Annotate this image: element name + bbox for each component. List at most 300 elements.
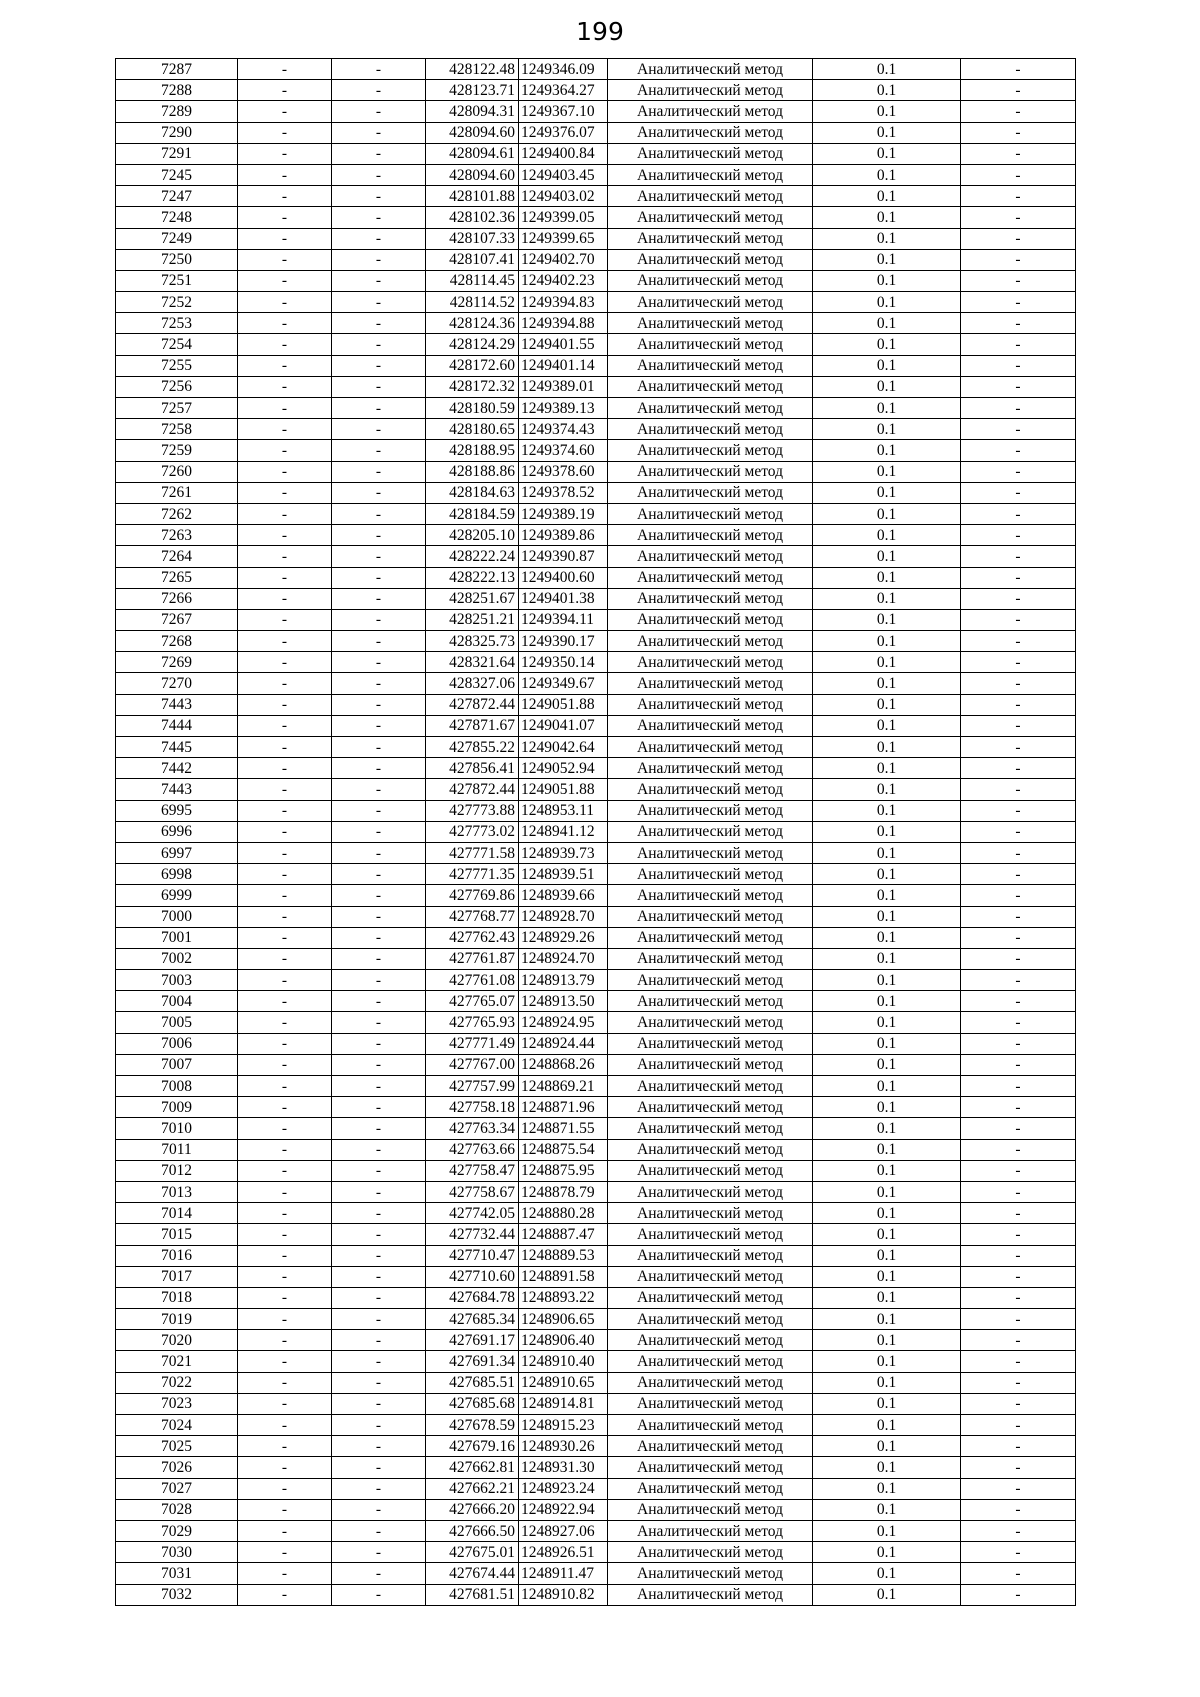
table-row [116, 1584, 1076, 1605]
cell-empty: - [332, 1563, 426, 1584]
table-row [116, 1415, 1076, 1436]
table-row [116, 1203, 1076, 1224]
table-row [116, 567, 1076, 588]
cell-point-number: 7017 [116, 1266, 238, 1287]
cell-empty: - [961, 398, 1076, 419]
cell-x-coordinate: 427761.08 [426, 970, 519, 991]
table-row [116, 652, 1076, 673]
cell-accuracy: 0.1 [813, 1457, 961, 1478]
table-row [116, 609, 1076, 630]
cell-empty: - [238, 334, 332, 355]
cell-y-coordinate: 1248939.66 [519, 885, 608, 906]
cell-empty: - [238, 1393, 332, 1414]
table-row [116, 186, 1076, 207]
cell-empty: - [238, 1203, 332, 1224]
table-row [116, 1351, 1076, 1372]
cell-x-coordinate: 427761.87 [426, 948, 519, 969]
cell-point-number: 7245 [116, 164, 238, 185]
cell-x-coordinate: 428205.10 [426, 525, 519, 546]
table-row [116, 800, 1076, 821]
cell-x-coordinate: 427685.34 [426, 1309, 519, 1330]
cell-method: Аналитический метод [608, 1309, 813, 1330]
cell-y-coordinate: 1248906.40 [519, 1330, 608, 1351]
cell-empty: - [332, 419, 426, 440]
cell-empty: - [238, 991, 332, 1012]
cell-empty: - [238, 864, 332, 885]
cell-x-coordinate: 428114.52 [426, 292, 519, 313]
cell-method: Аналитический метод [608, 1033, 813, 1054]
cell-empty: - [961, 1542, 1076, 1563]
cell-empty: - [961, 164, 1076, 185]
cell-point-number: 7028 [116, 1499, 238, 1520]
cell-accuracy: 0.1 [813, 461, 961, 482]
cell-empty: - [332, 1372, 426, 1393]
cell-point-number: 7289 [116, 101, 238, 122]
cell-x-coordinate: 428094.31 [426, 101, 519, 122]
cell-empty: - [961, 737, 1076, 758]
cell-y-coordinate: 1249402.23 [519, 270, 608, 291]
cell-method: Аналитический метод [608, 164, 813, 185]
table-row [116, 1436, 1076, 1457]
cell-empty: - [332, 800, 426, 821]
cell-empty: - [238, 906, 332, 927]
cell-point-number: 7021 [116, 1351, 238, 1372]
cell-empty: - [961, 1224, 1076, 1245]
cell-method: Аналитический метод [608, 101, 813, 122]
cell-empty: - [238, 1563, 332, 1584]
cell-empty: - [238, 588, 332, 609]
cell-x-coordinate: 427769.86 [426, 885, 519, 906]
cell-empty: - [332, 59, 426, 80]
table-row [116, 821, 1076, 842]
cell-empty: - [961, 588, 1076, 609]
cell-point-number: 7026 [116, 1457, 238, 1478]
cell-accuracy: 0.1 [813, 1054, 961, 1075]
cell-point-number: 7251 [116, 270, 238, 291]
cell-y-coordinate: 1249394.11 [519, 609, 608, 630]
cell-accuracy: 0.1 [813, 1224, 961, 1245]
cell-method: Аналитический метод [608, 673, 813, 694]
cell-empty: - [238, 1245, 332, 1266]
cell-empty: - [332, 1118, 426, 1139]
table-row [116, 503, 1076, 524]
cell-point-number: 7025 [116, 1436, 238, 1457]
cell-empty: - [332, 673, 426, 694]
cell-y-coordinate: 1249042.64 [519, 737, 608, 758]
cell-y-coordinate: 1249376.07 [519, 122, 608, 143]
cell-empty: - [238, 419, 332, 440]
cell-empty: - [238, 927, 332, 948]
cell-empty: - [332, 1266, 426, 1287]
cell-method: Аналитический метод [608, 1076, 813, 1097]
cell-y-coordinate: 1248878.79 [519, 1181, 608, 1202]
cell-method: Аналитический метод [608, 1330, 813, 1351]
cell-y-coordinate: 1249390.87 [519, 546, 608, 567]
cell-empty: - [961, 207, 1076, 228]
cell-accuracy: 0.1 [813, 885, 961, 906]
cell-accuracy: 0.1 [813, 80, 961, 101]
cell-empty: - [332, 1542, 426, 1563]
cell-empty: - [332, 991, 426, 1012]
table-row [116, 143, 1076, 164]
cell-y-coordinate: 1249401.38 [519, 588, 608, 609]
cell-empty: - [332, 461, 426, 482]
cell-empty: - [332, 1076, 426, 1097]
cell-point-number: 7266 [116, 588, 238, 609]
table-row [116, 1118, 1076, 1139]
cell-x-coordinate: 427768.77 [426, 906, 519, 927]
cell-empty: - [961, 376, 1076, 397]
cell-empty: - [332, 906, 426, 927]
cell-empty: - [332, 864, 426, 885]
cell-y-coordinate: 1248923.24 [519, 1478, 608, 1499]
cell-empty: - [332, 927, 426, 948]
cell-method: Аналитический метод [608, 758, 813, 779]
cell-accuracy: 0.1 [813, 270, 961, 291]
cell-accuracy: 0.1 [813, 1033, 961, 1054]
cell-method: Аналитический метод [608, 440, 813, 461]
cell-method: Аналитический метод [608, 1415, 813, 1436]
cell-y-coordinate: 1248868.26 [519, 1054, 608, 1075]
cell-accuracy: 0.1 [813, 228, 961, 249]
cell-x-coordinate: 427763.66 [426, 1139, 519, 1160]
cell-x-coordinate: 427674.44 [426, 1563, 519, 1584]
cell-x-coordinate: 427742.05 [426, 1203, 519, 1224]
cell-y-coordinate: 1249041.07 [519, 715, 608, 736]
cell-empty: - [961, 334, 1076, 355]
cell-accuracy: 0.1 [813, 186, 961, 207]
table-row [116, 906, 1076, 927]
cell-accuracy: 0.1 [813, 1203, 961, 1224]
cell-method: Аналитический метод [608, 398, 813, 419]
cell-empty: - [238, 503, 332, 524]
table-row [116, 694, 1076, 715]
table-row [116, 228, 1076, 249]
cell-method: Аналитический метод [608, 355, 813, 376]
cell-y-coordinate: 1248914.81 [519, 1393, 608, 1414]
cell-empty: - [332, 376, 426, 397]
cell-accuracy: 0.1 [813, 991, 961, 1012]
cell-x-coordinate: 427710.47 [426, 1245, 519, 1266]
cell-accuracy: 0.1 [813, 1415, 961, 1436]
cell-empty: - [238, 1309, 332, 1330]
cell-x-coordinate: 428222.24 [426, 546, 519, 567]
cell-method: Аналитический метод [608, 461, 813, 482]
cell-empty: - [961, 80, 1076, 101]
cell-method: Аналитический метод [608, 1457, 813, 1478]
cell-y-coordinate: 1248939.51 [519, 864, 608, 885]
cell-accuracy: 0.1 [813, 1181, 961, 1202]
cell-x-coordinate: 427662.81 [426, 1457, 519, 1478]
cell-accuracy: 0.1 [813, 1520, 961, 1541]
cell-accuracy: 0.1 [813, 1393, 961, 1414]
cell-x-coordinate: 427872.44 [426, 694, 519, 715]
cell-method: Аналитический метод [608, 1499, 813, 1520]
table-row [116, 1160, 1076, 1181]
cell-method: Аналитический метод [608, 313, 813, 334]
cell-empty: - [238, 1097, 332, 1118]
cell-x-coordinate: 428094.60 [426, 164, 519, 185]
table-row [116, 588, 1076, 609]
cell-empty: - [961, 292, 1076, 313]
cell-point-number: 6998 [116, 864, 238, 885]
cell-empty: - [961, 1478, 1076, 1499]
cell-empty: - [961, 143, 1076, 164]
cell-empty: - [238, 1054, 332, 1075]
cell-empty: - [332, 1584, 426, 1605]
cell-empty: - [961, 1033, 1076, 1054]
cell-empty: - [238, 1181, 332, 1202]
cell-empty: - [961, 567, 1076, 588]
cell-accuracy: 0.1 [813, 567, 961, 588]
cell-empty: - [961, 821, 1076, 842]
cell-accuracy: 0.1 [813, 758, 961, 779]
cell-empty: - [332, 1139, 426, 1160]
cell-point-number: 7014 [116, 1203, 238, 1224]
cell-empty: - [961, 122, 1076, 143]
table-row [116, 461, 1076, 482]
cell-y-coordinate: 1249401.55 [519, 334, 608, 355]
cell-accuracy: 0.1 [813, 906, 961, 927]
table-row [116, 1139, 1076, 1160]
cell-point-number: 7290 [116, 122, 238, 143]
cell-empty: - [961, 885, 1076, 906]
cell-y-coordinate: 1248910.65 [519, 1372, 608, 1393]
cell-x-coordinate: 427771.49 [426, 1033, 519, 1054]
cell-empty: - [238, 567, 332, 588]
cell-empty: - [332, 652, 426, 673]
cell-x-coordinate: 427684.78 [426, 1287, 519, 1308]
cell-x-coordinate: 428124.36 [426, 313, 519, 334]
cell-point-number: 7005 [116, 1012, 238, 1033]
cell-empty: - [961, 1160, 1076, 1181]
table-row [116, 673, 1076, 694]
cell-accuracy: 0.1 [813, 1351, 961, 1372]
cell-accuracy: 0.1 [813, 1563, 961, 1584]
cell-method: Аналитический метод [608, 588, 813, 609]
cell-y-coordinate: 1249402.70 [519, 249, 608, 270]
cell-y-coordinate: 1248911.47 [519, 1563, 608, 1584]
cell-empty: - [238, 970, 332, 991]
cell-method: Аналитический метод [608, 1478, 813, 1499]
cell-empty: - [238, 1287, 332, 1308]
cell-accuracy: 0.1 [813, 821, 961, 842]
cell-point-number: 7443 [116, 694, 238, 715]
cell-method: Аналитический метод [608, 228, 813, 249]
cell-accuracy: 0.1 [813, 1584, 961, 1605]
cell-accuracy: 0.1 [813, 313, 961, 334]
cell-empty: - [238, 1372, 332, 1393]
cell-y-coordinate: 1248875.54 [519, 1139, 608, 1160]
cell-accuracy: 0.1 [813, 334, 961, 355]
cell-empty: - [332, 503, 426, 524]
cell-method: Аналитический метод [608, 821, 813, 842]
cell-y-coordinate: 1248929.26 [519, 927, 608, 948]
cell-empty: - [961, 1203, 1076, 1224]
cell-empty: - [238, 609, 332, 630]
cell-empty: - [238, 207, 332, 228]
cell-empty: - [961, 482, 1076, 503]
table-row [116, 631, 1076, 652]
cell-accuracy: 0.1 [813, 1245, 961, 1266]
cell-point-number: 7257 [116, 398, 238, 419]
cell-empty: - [961, 1351, 1076, 1372]
cell-y-coordinate: 1248887.47 [519, 1224, 608, 1245]
cell-point-number: 7269 [116, 652, 238, 673]
cell-point-number: 6995 [116, 800, 238, 821]
cell-point-number: 7001 [116, 927, 238, 948]
cell-accuracy: 0.1 [813, 1436, 961, 1457]
cell-point-number: 7255 [116, 355, 238, 376]
table-row [116, 715, 1076, 736]
cell-empty: - [961, 609, 1076, 630]
cell-method: Аналитический метод [608, 1012, 813, 1033]
cell-y-coordinate: 1248875.95 [519, 1160, 608, 1181]
table-row [116, 525, 1076, 546]
cell-point-number: 7254 [116, 334, 238, 355]
cell-empty: - [332, 398, 426, 419]
cell-empty: - [332, 249, 426, 270]
table-row [116, 1266, 1076, 1287]
table-row [116, 334, 1076, 355]
cell-point-number: 7022 [116, 1372, 238, 1393]
cell-point-number: 7015 [116, 1224, 238, 1245]
cell-method: Аналитический метод [608, 842, 813, 863]
cell-x-coordinate: 427666.20 [426, 1499, 519, 1520]
cell-method: Аналитический метод [608, 1097, 813, 1118]
cell-point-number: 7011 [116, 1139, 238, 1160]
cell-point-number: 7248 [116, 207, 238, 228]
cell-method: Аналитический метод [608, 1160, 813, 1181]
cell-empty: - [238, 482, 332, 503]
cell-x-coordinate: 427691.34 [426, 1351, 519, 1372]
cell-y-coordinate: 1249389.01 [519, 376, 608, 397]
cell-y-coordinate: 1248910.40 [519, 1351, 608, 1372]
cell-empty: - [238, 842, 332, 863]
cell-x-coordinate: 427771.35 [426, 864, 519, 885]
table-row [116, 885, 1076, 906]
cell-empty: - [961, 948, 1076, 969]
table-row [116, 758, 1076, 779]
cell-point-number: 7261 [116, 482, 238, 503]
cell-empty: - [961, 1436, 1076, 1457]
cell-empty: - [238, 546, 332, 567]
cell-point-number: 7029 [116, 1520, 238, 1541]
cell-method: Аналитический метод [608, 525, 813, 546]
cell-x-coordinate: 427710.60 [426, 1266, 519, 1287]
cell-empty: - [238, 525, 332, 546]
cell-empty: - [961, 927, 1076, 948]
table-row [116, 991, 1076, 1012]
cell-empty: - [238, 758, 332, 779]
cell-accuracy: 0.1 [813, 1309, 961, 1330]
cell-point-number: 7020 [116, 1330, 238, 1351]
cell-empty: - [961, 1372, 1076, 1393]
cell-method: Аналитический метод [608, 1287, 813, 1308]
cell-empty: - [961, 440, 1076, 461]
cell-x-coordinate: 428188.95 [426, 440, 519, 461]
cell-x-coordinate: 428180.59 [426, 398, 519, 419]
cell-point-number: 7268 [116, 631, 238, 652]
cell-empty: - [961, 1097, 1076, 1118]
cell-x-coordinate: 427691.17 [426, 1330, 519, 1351]
cell-empty: - [332, 1033, 426, 1054]
cell-point-number: 7260 [116, 461, 238, 482]
cell-x-coordinate: 427732.44 [426, 1224, 519, 1245]
cell-point-number: 7265 [116, 567, 238, 588]
cell-x-coordinate: 428122.48 [426, 59, 519, 80]
table-row [116, 101, 1076, 122]
table-row [116, 927, 1076, 948]
cell-y-coordinate: 1249399.05 [519, 207, 608, 228]
cell-empty: - [238, 1224, 332, 1245]
cell-empty: - [238, 80, 332, 101]
cell-method: Аналитический метод [608, 207, 813, 228]
cell-empty: - [332, 292, 426, 313]
cell-method: Аналитический метод [608, 567, 813, 588]
cell-accuracy: 0.1 [813, 1499, 961, 1520]
cell-point-number: 7247 [116, 186, 238, 207]
table-row [116, 1457, 1076, 1478]
cell-y-coordinate: 1248893.22 [519, 1287, 608, 1308]
cell-empty: - [961, 59, 1076, 80]
cell-x-coordinate: 428222.13 [426, 567, 519, 588]
table-row [116, 842, 1076, 863]
cell-x-coordinate: 428124.29 [426, 334, 519, 355]
cell-y-coordinate: 1249400.60 [519, 567, 608, 588]
cell-point-number: 7004 [116, 991, 238, 1012]
cell-y-coordinate: 1248927.06 [519, 1520, 608, 1541]
cell-accuracy: 0.1 [813, 842, 961, 863]
cell-accuracy: 0.1 [813, 652, 961, 673]
cell-empty: - [332, 546, 426, 567]
cell-y-coordinate: 1249374.43 [519, 419, 608, 440]
cell-empty: - [238, 715, 332, 736]
cell-point-number: 6997 [116, 842, 238, 863]
cell-y-coordinate: 1248910.82 [519, 1584, 608, 1605]
cell-empty: - [238, 164, 332, 185]
cell-y-coordinate: 1248926.51 [519, 1542, 608, 1563]
cell-point-number: 7262 [116, 503, 238, 524]
cell-empty: - [961, 525, 1076, 546]
cell-y-coordinate: 1248931.30 [519, 1457, 608, 1478]
cell-accuracy: 0.1 [813, 143, 961, 164]
cell-empty: - [332, 1393, 426, 1414]
cell-point-number: 7009 [116, 1097, 238, 1118]
cell-point-number: 7003 [116, 970, 238, 991]
cell-accuracy: 0.1 [813, 207, 961, 228]
cell-method: Аналитический метод [608, 1054, 813, 1075]
cell-method: Аналитический метод [608, 1563, 813, 1584]
cell-empty: - [238, 228, 332, 249]
table-row [116, 1563, 1076, 1584]
cell-method: Аналитический метод [608, 419, 813, 440]
cell-y-coordinate: 1248891.58 [519, 1266, 608, 1287]
cell-empty: - [238, 1118, 332, 1139]
cell-x-coordinate: 428188.86 [426, 461, 519, 482]
cell-y-coordinate: 1249051.88 [519, 779, 608, 800]
cell-accuracy: 0.1 [813, 101, 961, 122]
cell-empty: - [332, 164, 426, 185]
cell-method: Аналитический метод [608, 779, 813, 800]
cell-empty: - [961, 228, 1076, 249]
cell-empty: - [961, 842, 1076, 863]
cell-empty: - [332, 970, 426, 991]
cell-point-number: 7249 [116, 228, 238, 249]
cell-empty: - [332, 334, 426, 355]
cell-empty: - [238, 948, 332, 969]
cell-accuracy: 0.1 [813, 164, 961, 185]
